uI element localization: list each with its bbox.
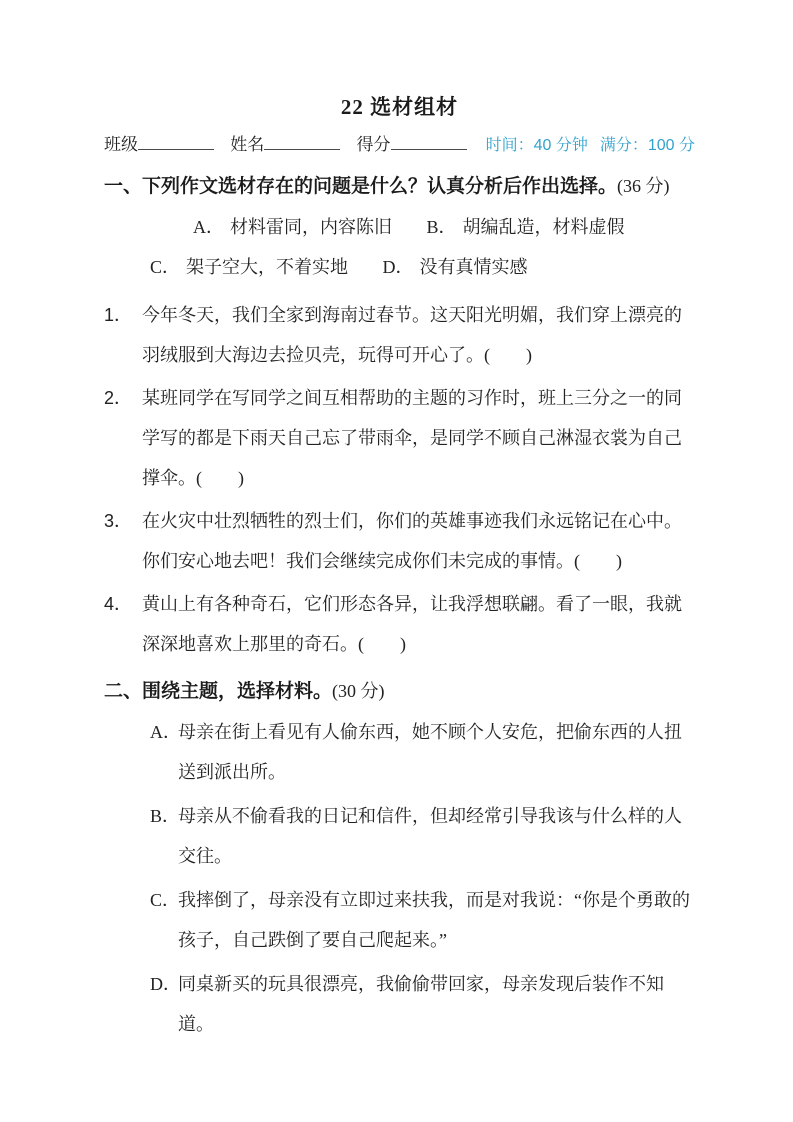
- choice-row-ab: [104, 207, 695, 247]
- info-bar: [104, 132, 695, 159]
- question-4: [104, 584, 695, 664]
- class-blank-line: [138, 133, 214, 150]
- full-score: 满分：100 分: [599, 137, 695, 154]
- page-content: [104, 92, 695, 1048]
- option-c-label: C．: [150, 890, 181, 910]
- question-3: [104, 501, 695, 581]
- name-label: 姓名: [230, 135, 265, 154]
- section2-heading: [104, 677, 695, 706]
- section1-heading: [104, 172, 695, 201]
- question-1-number: 1．: [104, 305, 133, 325]
- class-field: [104, 135, 214, 154]
- question-3-text: 在火灾中壮烈牺牲的烈士们，你们的英雄事迹我们永远铭记在心中。你们安心地去吧！我们会继续完成你们未完成的事情。( ): [142, 511, 682, 571]
- score-field: [357, 135, 467, 154]
- choice-c: [150, 247, 348, 287]
- section2-points: (30 分): [332, 681, 385, 701]
- choice-d: [383, 247, 528, 287]
- option-b: [104, 796, 695, 876]
- section1-questions: [104, 295, 695, 664]
- option-d-label: D．: [150, 974, 181, 994]
- question-2: [104, 378, 695, 498]
- option-d: [104, 964, 695, 1044]
- option-b-label: B．: [150, 806, 181, 826]
- choice-a-text: 材料雷同，内容陈旧: [230, 217, 392, 237]
- question-2-number: 2．: [104, 388, 133, 408]
- exam-meta: [486, 133, 695, 159]
- option-a: [104, 712, 695, 792]
- choice-c-text: 架子空大，不着实地: [186, 257, 349, 277]
- question-3-number: 3．: [104, 511, 133, 531]
- choice-d-label: D．: [382, 257, 414, 277]
- question-4-number: 4．: [104, 594, 133, 614]
- choice-b-text: 胡编乱造，材料虚假: [462, 217, 625, 237]
- question-4-text: 黄山上有各种奇石，它们形态各异，让我浮想联翩。看了一眼，我就深深地喜欢上那里的奇石。( ): [142, 594, 682, 654]
- option-a-text: 母亲在街上看见有人偷东西，她不顾个人安危，把偷东西的人扭送到派出所。: [178, 722, 682, 782]
- class-label: 班级: [104, 135, 138, 154]
- question-2-text: 某班同学在写同学之间互相帮助的主题的习作时，班上三分之一的同学写的都是下雨天自己忘了带雨伞，是同学不顾自己淋湿衣裳为自己撑伞。( ): [142, 388, 682, 488]
- section1-points: (36 分): [617, 176, 670, 196]
- score-blank-line: [391, 133, 467, 150]
- choice-a: [193, 207, 392, 247]
- option-c-text: 我摔倒了，母亲没有立即过来扶我，而是对我说：“你是个勇敢的孩子，自己跌倒了要自己爬起来。”: [178, 890, 690, 950]
- name-field: [230, 135, 340, 154]
- choice-b-label: B．: [426, 217, 457, 237]
- option-b-text: 母亲从不偷看我的日记和信件，但却经常引导我该与什么样的人交往。: [178, 806, 682, 866]
- section1-choices: [104, 207, 695, 287]
- section2-heading-text: 二、围绕主题，选择材料。: [104, 681, 333, 702]
- score-label: 得分: [356, 135, 391, 154]
- option-a-label: A．: [150, 722, 181, 742]
- section1-heading-text: 一、下列作文选材存在的问题是什么？认真分析后作出选择。: [104, 176, 618, 197]
- question-1: [104, 295, 695, 375]
- question-1-text: 今年冬天，我们全家到海南过春节。这天阳光明媚，我们穿上漂亮的羽绒服到大海边去捡贝壳，玩得可开心了。( ): [142, 305, 682, 365]
- time-limit: 时间：40 分钟: [485, 137, 588, 154]
- choice-c-label: C．: [150, 257, 181, 277]
- choice-row-cd: [104, 247, 695, 287]
- page-title: 22 选材组材: [340, 95, 459, 119]
- student-info-fields: [104, 132, 479, 158]
- choice-d-text: 没有真情实感: [419, 257, 528, 277]
- choice-b: [427, 207, 625, 247]
- section2-options: [104, 712, 695, 1044]
- option-d-text: 同桌新买的玩具很漂亮，我偷偷带回家，母亲发现后装作不知道。: [178, 974, 664, 1034]
- name-blank-line: [264, 133, 340, 150]
- option-c: [104, 880, 695, 960]
- choice-a-label: A．: [193, 217, 224, 237]
